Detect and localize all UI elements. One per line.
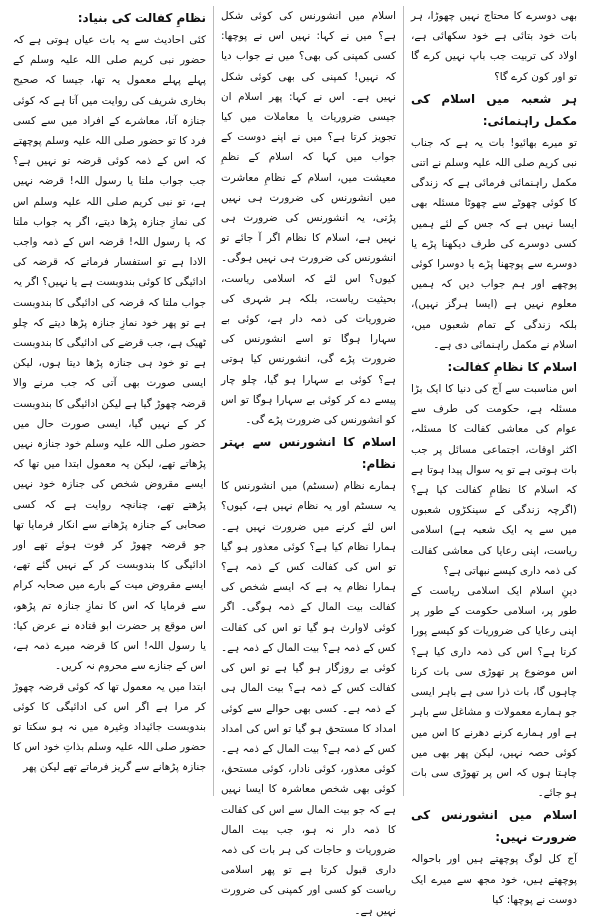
section-heading: نظامِ کفالت کی بنیاد:: [77, 11, 206, 25]
section-heading: اسلام کا نظامِ کفالت:: [447, 360, 577, 375]
paragraph: اسلام میں انشورنس کی کوئی شکل ہے؟ میں نے کہا: نہیں اس نے پوچھا: کسی کمپنی کی بھی؟ میں نے جواب دیا کہ نہیں! کمپنی کی بھی کوئی شکل نہیں ہے۔ اس نے کہا: پھر اسلام ان جیسی ضروریات یا معاملات میں کیا تجویز کرتا ہے؟ میں نے اپنے دوست کے جواب میں کہا کہ اسلام کے نظمِ معیشت میں، اسلام کے نظامِ معاشرت میں انشورنس کی ضرورت ہی نہیں پڑتی، یہ انشورنس کی ضرورت ہی نہیں ہے، اسلام کا نظام اگر آ جائے تو انشورنس کی ضرورت ہی نہیں ہوگی۔ کیوں؟ اس لئے کہ اسلامی ریاست، بحیثیت ریاست، بلکہ ہر شہری کی ضروریات کی ذمہ دار ہے، کوئی بے سہارا ہوگا تو اسے انشورنس کی ضرورت پڑے گی، انشورنس کیا ہوتی ہے؟ کوئی بے سہارا ہو گیا، چلو چار پیسے دے کر کوئی بے سہارا ہوگا تو اس کو انشورنس کی ضرورت پڑے گی۔: [221, 10, 396, 427]
section-heading: ہر شعبہ میں اسلام کی مکمل راہنمائی:: [411, 91, 577, 128]
column-left: [6, 6, 214, 796]
section-heading: اسلام میں انشورنس کی ضرورت نہیں:: [411, 808, 577, 845]
paragraph: ابتدا میں یہ معمول تھا کہ کوئی قرضہ چھوڑ کر مرا ہے اگر اس کی ادائیگی کا کوئی بندوبست جائیداد وغیرہ میں نہ ہو سکتا تو حضور صلی اللہ علیہ وسلم بذاتِ خود اس کا جنازہ پڑھانے سے گریز فرماتے تھے لیکن پھر: [13, 680, 206, 774]
column-middle: [214, 6, 404, 917]
article-columns: [6, 6, 584, 917]
paragraph: اس مناسبت سے آج کی دنیا کا ایک بڑا مسئلہ ہے، حکومت کی طرف سے عوام کی معاشی کفالت کا مسئلہ، اکثر اوقات، اجتماعی مسائل پر جب بات ہوتی ہے تو یہ سوال پیدا ہوتا ہے کہ اسلام کا نظامِ کفالت کیا ہے؟ (اگرچہ زندگی کے سینکڑوں شعبوں میں سے یہ ایک شعبہ ہے) اسلامی ریاست، اپنی رعایا کی معاشی کفالت کی ذمہ داری کیسے نبھاتی ہے؟: [411, 383, 577, 577]
paragraph: کئی احادیث سے یہ بات عیاں ہوتی ہے کہ حضور نبی کریم صلی اللہ علیہ وسلم کے پہلے پہلے معمول یہ تھا، جیسا کہ صحیح بخاری شریف کی روایت میں آتا ہے کہ کوئی جنازہ آتا، معاشرے کے افراد میں سے کسی فرد کا تو حضور صلی اللہ علیہ وسلم پوچھتے کہ اس کے ذمہ کوئی قرضہ تو نہیں ہے؟ جب جواب ملتا یا رسول اللہ! قرضہ نہیں ہے، تو نبی کریم صلی اللہ علیہ وسلم اس کی نمازِ جنازہ پڑھا دیتے، اگر یہ جواب ملتا کہ یا رسول اللہ! قرضہ اس کے ذمہ واجب الادا ہے تو استفسار فرماتے کہ قرضہ کی ادائیگی کا کوئی بندوبست ہے یا نہیں؟ اگر یہ جواب ملتا کہ قرضہ کی ادائیگی کا بندوبست ہے تو پھر خود نمازِ جنازہ پڑھا دیتے کہ چلو ٹھیک ہے، جب قرضے کی ادائیگی کا بندوبست ہے تو خود ہی جنازہ پڑھا دیتا ہوں، لیکن ایسی صورت بھی آتی کہ جب مرنے والا قرضہ چھوڑ گیا ہے لیکن ادائیگی کا بندوبست کر کے نہیں گیا، ایسی صورت حال میں حضور صلی اللہ علیہ وسلم خود جنازہ نہیں پڑھاتے تھے، لیکن یہ معمول ابتدا میں تھا کہ ایسے مقروض شخص کی جنازہ خود نہیں پڑھتے تھے، چنانچہ روایت ہے کہ کسی صحابی کے جنازہ پڑھانے سے انکار فرمایا تھا جو قرضہ چھوڑ کر فوت ہوئے تھے اور ادائیگی کا بندوبست کر کے نہیں گئے تھے، ایسے مقروض میت کے بارے میں صحابہ کرام سے فرمایا کہ اس کا نمازِ جنازہ تم پڑھو، اس موقع پر حضرت ابو قتادہ نے عرض کیا: یا رسول اللہ! اس کا قرضہ میرے ذمہ ہے، اس کے جنازے سے محروم نہ کریں۔: [13, 34, 206, 673]
paragraph: بھی دوسرے کا محتاج نہیں چھوڑا، ہر بات خود بتائی ہے خود سکھائی ہے، اولاد کی تربیت جب باپ نہیں کرے گا تو اور کون کرے گا؟: [411, 10, 577, 83]
section-heading: اسلام کا انشورنس سے بہتر نظام:: [221, 435, 396, 472]
paragraph: آج کل لوگ پوچھتے ہیں اور باحوالہ پوچھتے ہیں، خود مجھ سے میرے ایک دوست نے پوچھا: کیا: [411, 853, 577, 906]
paragraph: دینِ اسلام ایک اسلامی ریاست کے طور پر، اسلامی حکومت کے طور پر اپنی رعایا کی ضروریات کو کیسے پورا کرتا ہے؟ اس کی ذمہ داری کیا ہے؟ اس موضوع پر تھوڑی سی بات کرنا چاہوں گا، بات ذرا سی ہے باہر ایسی جو ہمارے معمولات و مشاغل سے باہر ہے اور ہمارے کرنے دھرنے کا اس میں کوئی حصہ نہیں، لیکن پھر بھی میں چاہتا ہوں کہ اس پر تھوڑی سی بات ہو جائے۔: [411, 585, 577, 800]
paragraph: ہمارے نظام (سسٹم) میں انشورنس کا یہ سسٹم اور یہ نظام نہیں ہے، کیوں؟ اس لئے کرنے میں ضرورت نہیں ہے۔ ہمارا نظام کیا ہے؟ کوئی معذور ہو گیا تو اس کی کفالت کس کے ذمہ ہے؟ ہمارا نظام یہ ہے کہ ایسے شخص کی کفالت بیت المال کے ذمہ ہوگی۔ اگر کوئی لاوارث ہو گیا تو اس کی کفالت کس کے ذمہ ہے؟ بیت المال کے ذمہ ہے۔ کوئی بے روزگار ہو گیا ہے تو اس کی کفالت کس کے ذمہ ہے؟ بیت المال ہی کے ذمہ ہے۔ کسی بھی حوالے سے کوئی امداد کا مستحق ہو گیا تو اس کی امداد کس کے ذمہ ہے؟ بیت المال کے ذمہ ہے۔ کوئی معذور، کوئی نادار، کوئی مستحق، کوئی بھی شخص معاشرہ کا ایسا نہیں ہے کہ جو بیت المال سے اس کی کفالت کا ذمہ دار نہ ہو، جب بیت المال ضروریات و حاجات کی ہر بات کی ذمہ داری قبول کرتا ہے تو پھر اسلامی ریاست کو کسی اور کمپنی کی ضرورت نہیں ہے۔: [221, 480, 396, 917]
paragraph: تو میرے بھائیو! بات یہ ہے کہ جناب نبی کریم صلی اللہ علیہ وسلم نے اتنی مکمل راہنمائی فرمائی ہے کہ زندگی کا کوئی چھوٹے سے چھوٹا مسئلہ بھی ایسا نہیں ہے کہ جس کے لئے ہمیں کسی دوسرے کی طرف دیکھنا پڑے یا دوسرے سے پوچھنا پڑے یا دوسرا کوئی پوچھے اور ہم جواب دیں کہ ہمیں معلوم نہیں ہے (ایسا ہرگز نہیں)، بلکہ زندگی کے تمام شعبوں میں، اسلام نے مکمل راہنمائی دی ہے۔: [411, 136, 577, 351]
column-right: [404, 6, 584, 906]
